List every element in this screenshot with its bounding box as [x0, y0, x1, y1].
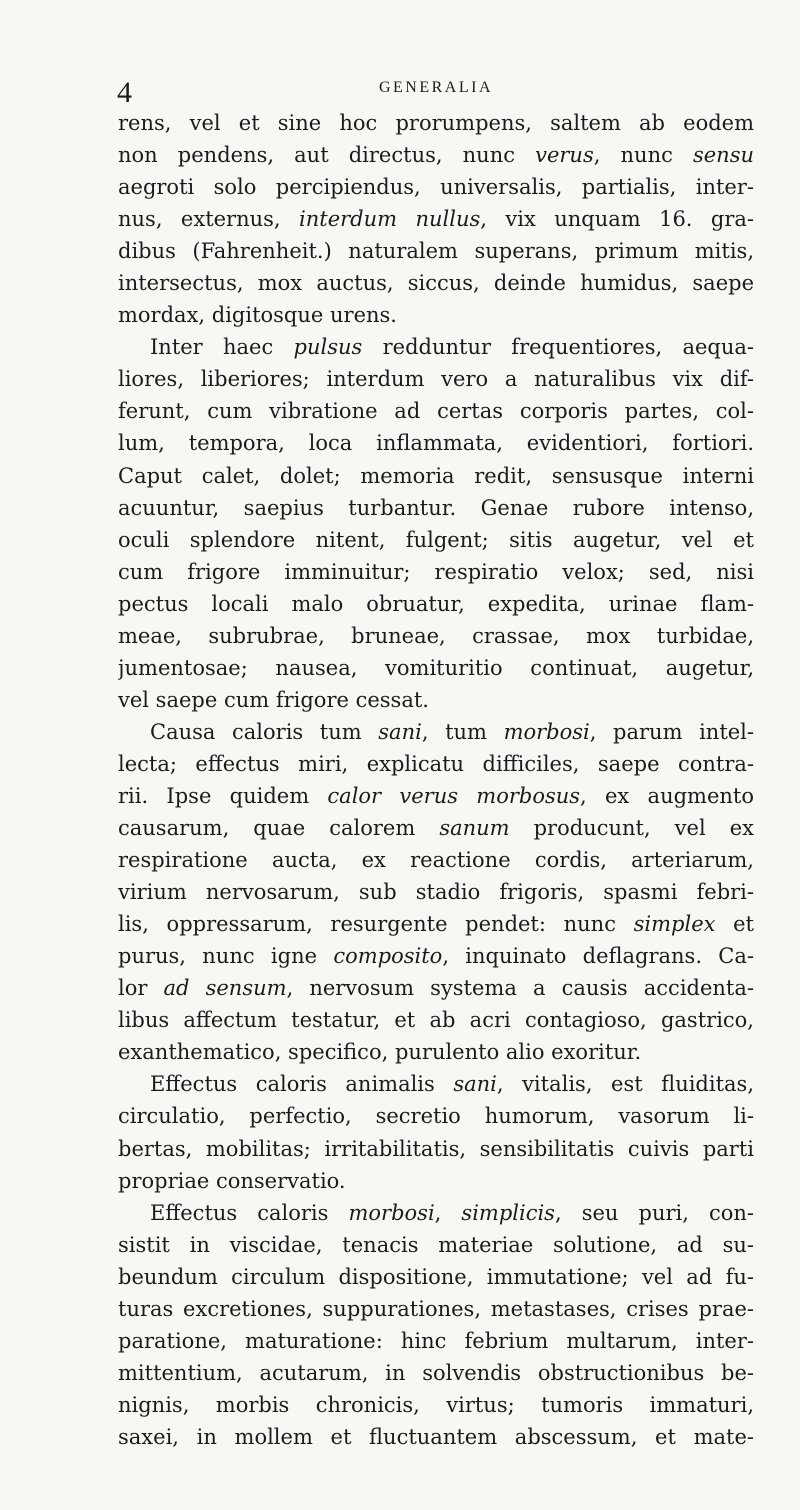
text-line — [118, 652, 754, 684]
text-line — [118, 331, 754, 363]
italic-term: verus — [535, 143, 594, 168]
text-line — [118, 171, 754, 203]
text-segment: acuuntur, saepius turbantur. Genae rubore intenso, — [118, 495, 754, 520]
text-line — [118, 1261, 754, 1293]
italic-term: morbosi — [348, 1200, 435, 1225]
text-segment: , — [434, 1200, 462, 1225]
text-segment: Causa caloris tum — [150, 719, 379, 744]
text-segment: turas excretiones, suppurationes, metastases, crises prae- — [118, 1296, 754, 1321]
body-text — [118, 107, 754, 1453]
italic-term: sani — [378, 719, 422, 744]
text-segment: vel saepe cum frigore cessat. — [118, 687, 429, 712]
text-line — [118, 427, 754, 459]
text-segment: , nunc — [593, 143, 693, 168]
text-line — [118, 1325, 754, 1357]
italic-term: composito — [333, 944, 443, 969]
page-number: 4 — [117, 76, 132, 109]
text-segment: pectus locali malo obruatur, expedita, urinae flam- — [118, 591, 754, 616]
text-segment: non pendens, aut directus, nunc — [118, 143, 536, 168]
text-line — [118, 1229, 754, 1261]
text-segment: Inter haec — [150, 335, 294, 360]
text-segment: bertas, mobilitas; irritabilitatis, sensibilitatis cuivis parti — [118, 1136, 754, 1161]
text-line — [118, 235, 754, 267]
text-line — [118, 844, 754, 876]
text-segment: producunt, vel ex — [509, 816, 754, 841]
text-segment: mordax, digitosque urens. — [118, 303, 397, 328]
text-line — [118, 1004, 754, 1036]
text-line — [118, 780, 754, 812]
text-segment: lum, tempora, loca inflammata, evidentiori, fortiori. — [118, 431, 754, 456]
text-line — [118, 1100, 754, 1132]
text-line — [118, 1357, 754, 1389]
text-line — [118, 620, 754, 652]
text-line — [118, 395, 754, 427]
text-line — [118, 812, 754, 844]
text-segment: libus affectum testatur, et ab acri contagioso, gastrico, — [118, 1008, 754, 1033]
text-line — [118, 556, 754, 588]
text-segment: , ex augmento — [580, 783, 754, 808]
text-segment: purus, nunc igne — [118, 944, 334, 969]
text-line — [118, 139, 754, 171]
text-segment: , nervosum systema a causis accidenta- — [286, 976, 754, 1001]
text-line — [118, 1133, 754, 1165]
text-line — [118, 203, 754, 235]
running-head-container — [0, 79, 800, 97]
text-line — [118, 363, 754, 395]
text-segment: causarum, quae calorem — [118, 816, 440, 841]
text-line — [118, 1197, 754, 1229]
text-segment: intersectus, mox auctus, siccus, deinde humidus, saepe — [118, 271, 754, 296]
text-line — [118, 972, 754, 1004]
text-line — [118, 524, 754, 556]
text-line — [118, 588, 754, 620]
text-line — [118, 748, 754, 780]
text-segment: Caput calet, dolet; memoria redit, sensusque interni — [118, 463, 754, 488]
text-line — [118, 107, 754, 139]
text-segment: virium nervosarum, sub stadio frigoris, spasmi febri- — [118, 880, 754, 905]
text-segment: , seu puri, con- — [554, 1200, 754, 1225]
text-segment: jumentosae; nausea, vomituritio continuat, augetur, — [118, 655, 754, 680]
italic-term: calor verus morbosus — [327, 783, 581, 808]
text-line — [118, 684, 754, 716]
text-segment: et — [715, 912, 754, 937]
text-segment: , parum intel- — [589, 719, 754, 744]
text-segment: redduntur frequentiores, aequa- — [362, 335, 754, 360]
italic-term: morbosi — [503, 719, 590, 744]
text-line — [118, 492, 754, 524]
text-line — [118, 1389, 754, 1421]
text-line — [118, 299, 754, 331]
text-line — [118, 716, 754, 748]
text-segment: oculi splendore nitent, fulgent; sitis augetur, vel et — [118, 527, 754, 552]
text-segment: liores, liberiores; interdum vero a naturalibus vix dif- — [118, 367, 754, 392]
text-segment: dibus (Fahrenheit.) naturalem superans, primum mitis, — [118, 239, 754, 264]
running-head: GENERALIA — [378, 79, 494, 96]
text-segment: , vitalis, est fluiditas, — [496, 1072, 754, 1097]
text-line — [118, 876, 754, 908]
text-segment: Effectus caloris — [150, 1200, 349, 1225]
text-segment: ferunt, cum vibratione ad certas corporis partes, col- — [118, 399, 754, 424]
text-segment: respiratione aucta, ex reactione cordis, arteriarum, — [118, 848, 754, 873]
text-line — [118, 1068, 754, 1100]
italic-term: sanum — [439, 816, 510, 841]
text-line — [118, 1421, 754, 1453]
text-line — [118, 908, 754, 940]
text-segment: nignis, morbis chronicis, virtus; tumoris immaturi, — [118, 1392, 754, 1417]
italic-term: pulsus — [293, 335, 363, 360]
text-segment: lor — [118, 976, 164, 1001]
text-segment: lecta; effectus miri, explicatu difficiles, saepe contra- — [118, 751, 754, 776]
text-segment: , tum — [421, 719, 504, 744]
italic-term: simplex — [633, 912, 716, 937]
text-segment: sistit in viscidae, tenacis materiae solutione, ad su- — [118, 1232, 754, 1257]
text-line — [118, 1165, 754, 1197]
italic-term: sani — [453, 1072, 497, 1097]
text-segment: exanthematico, specifico, purulento alio exoritur. — [118, 1040, 642, 1065]
text-line — [118, 1293, 754, 1325]
text-segment: beundum circulum dispositione, immutatione; vel ad fu- — [118, 1264, 754, 1289]
italic-term: simplicis — [461, 1200, 555, 1225]
text-segment: aegroti solo percipiendus, universalis, partialis, inter- — [118, 175, 754, 200]
text-line — [118, 267, 754, 299]
text-segment: meae, subrubrae, bruneae, crassae, mox turbidae, — [118, 623, 754, 648]
text-segment: lis, oppressarum, resurgente pendet: nunc — [118, 912, 634, 937]
text-segment: nus, externus, — [118, 207, 300, 232]
italic-term: sensu — [692, 143, 754, 168]
italic-term: ad sensum — [163, 976, 287, 1001]
text-segment: , vix unquam 16. gra- — [480, 207, 754, 232]
text-segment: rens, vel et sine hoc prorumpens, saltem ab eodem — [118, 111, 754, 135]
text-segment: Effectus caloris animalis — [150, 1072, 454, 1097]
text-segment: propriae conservatio. — [118, 1168, 346, 1193]
text-segment: mittentium, acutarum, in solvendis obstructionibus be- — [118, 1360, 754, 1385]
text-line — [118, 1036, 754, 1068]
text-segment: saxei, in mollem et fluctuantem abscessum, et mate- — [118, 1424, 754, 1449]
text-segment: cum frigore imminuitur; respiratio velox; sed, nisi — [118, 559, 754, 584]
text-segment: , inquinato deflagrans. Ca- — [442, 944, 754, 969]
italic-term: interdum nullus — [299, 207, 481, 232]
text-line — [118, 940, 754, 972]
text-segment: circulatio, perfectio, secretio humorum, vasorum li- — [118, 1104, 754, 1129]
text-segment: paratione, maturatione: hinc febrium multarum, inter- — [118, 1328, 754, 1353]
text-line — [118, 460, 754, 492]
text-segment: rii. Ipse quidem — [118, 783, 328, 808]
